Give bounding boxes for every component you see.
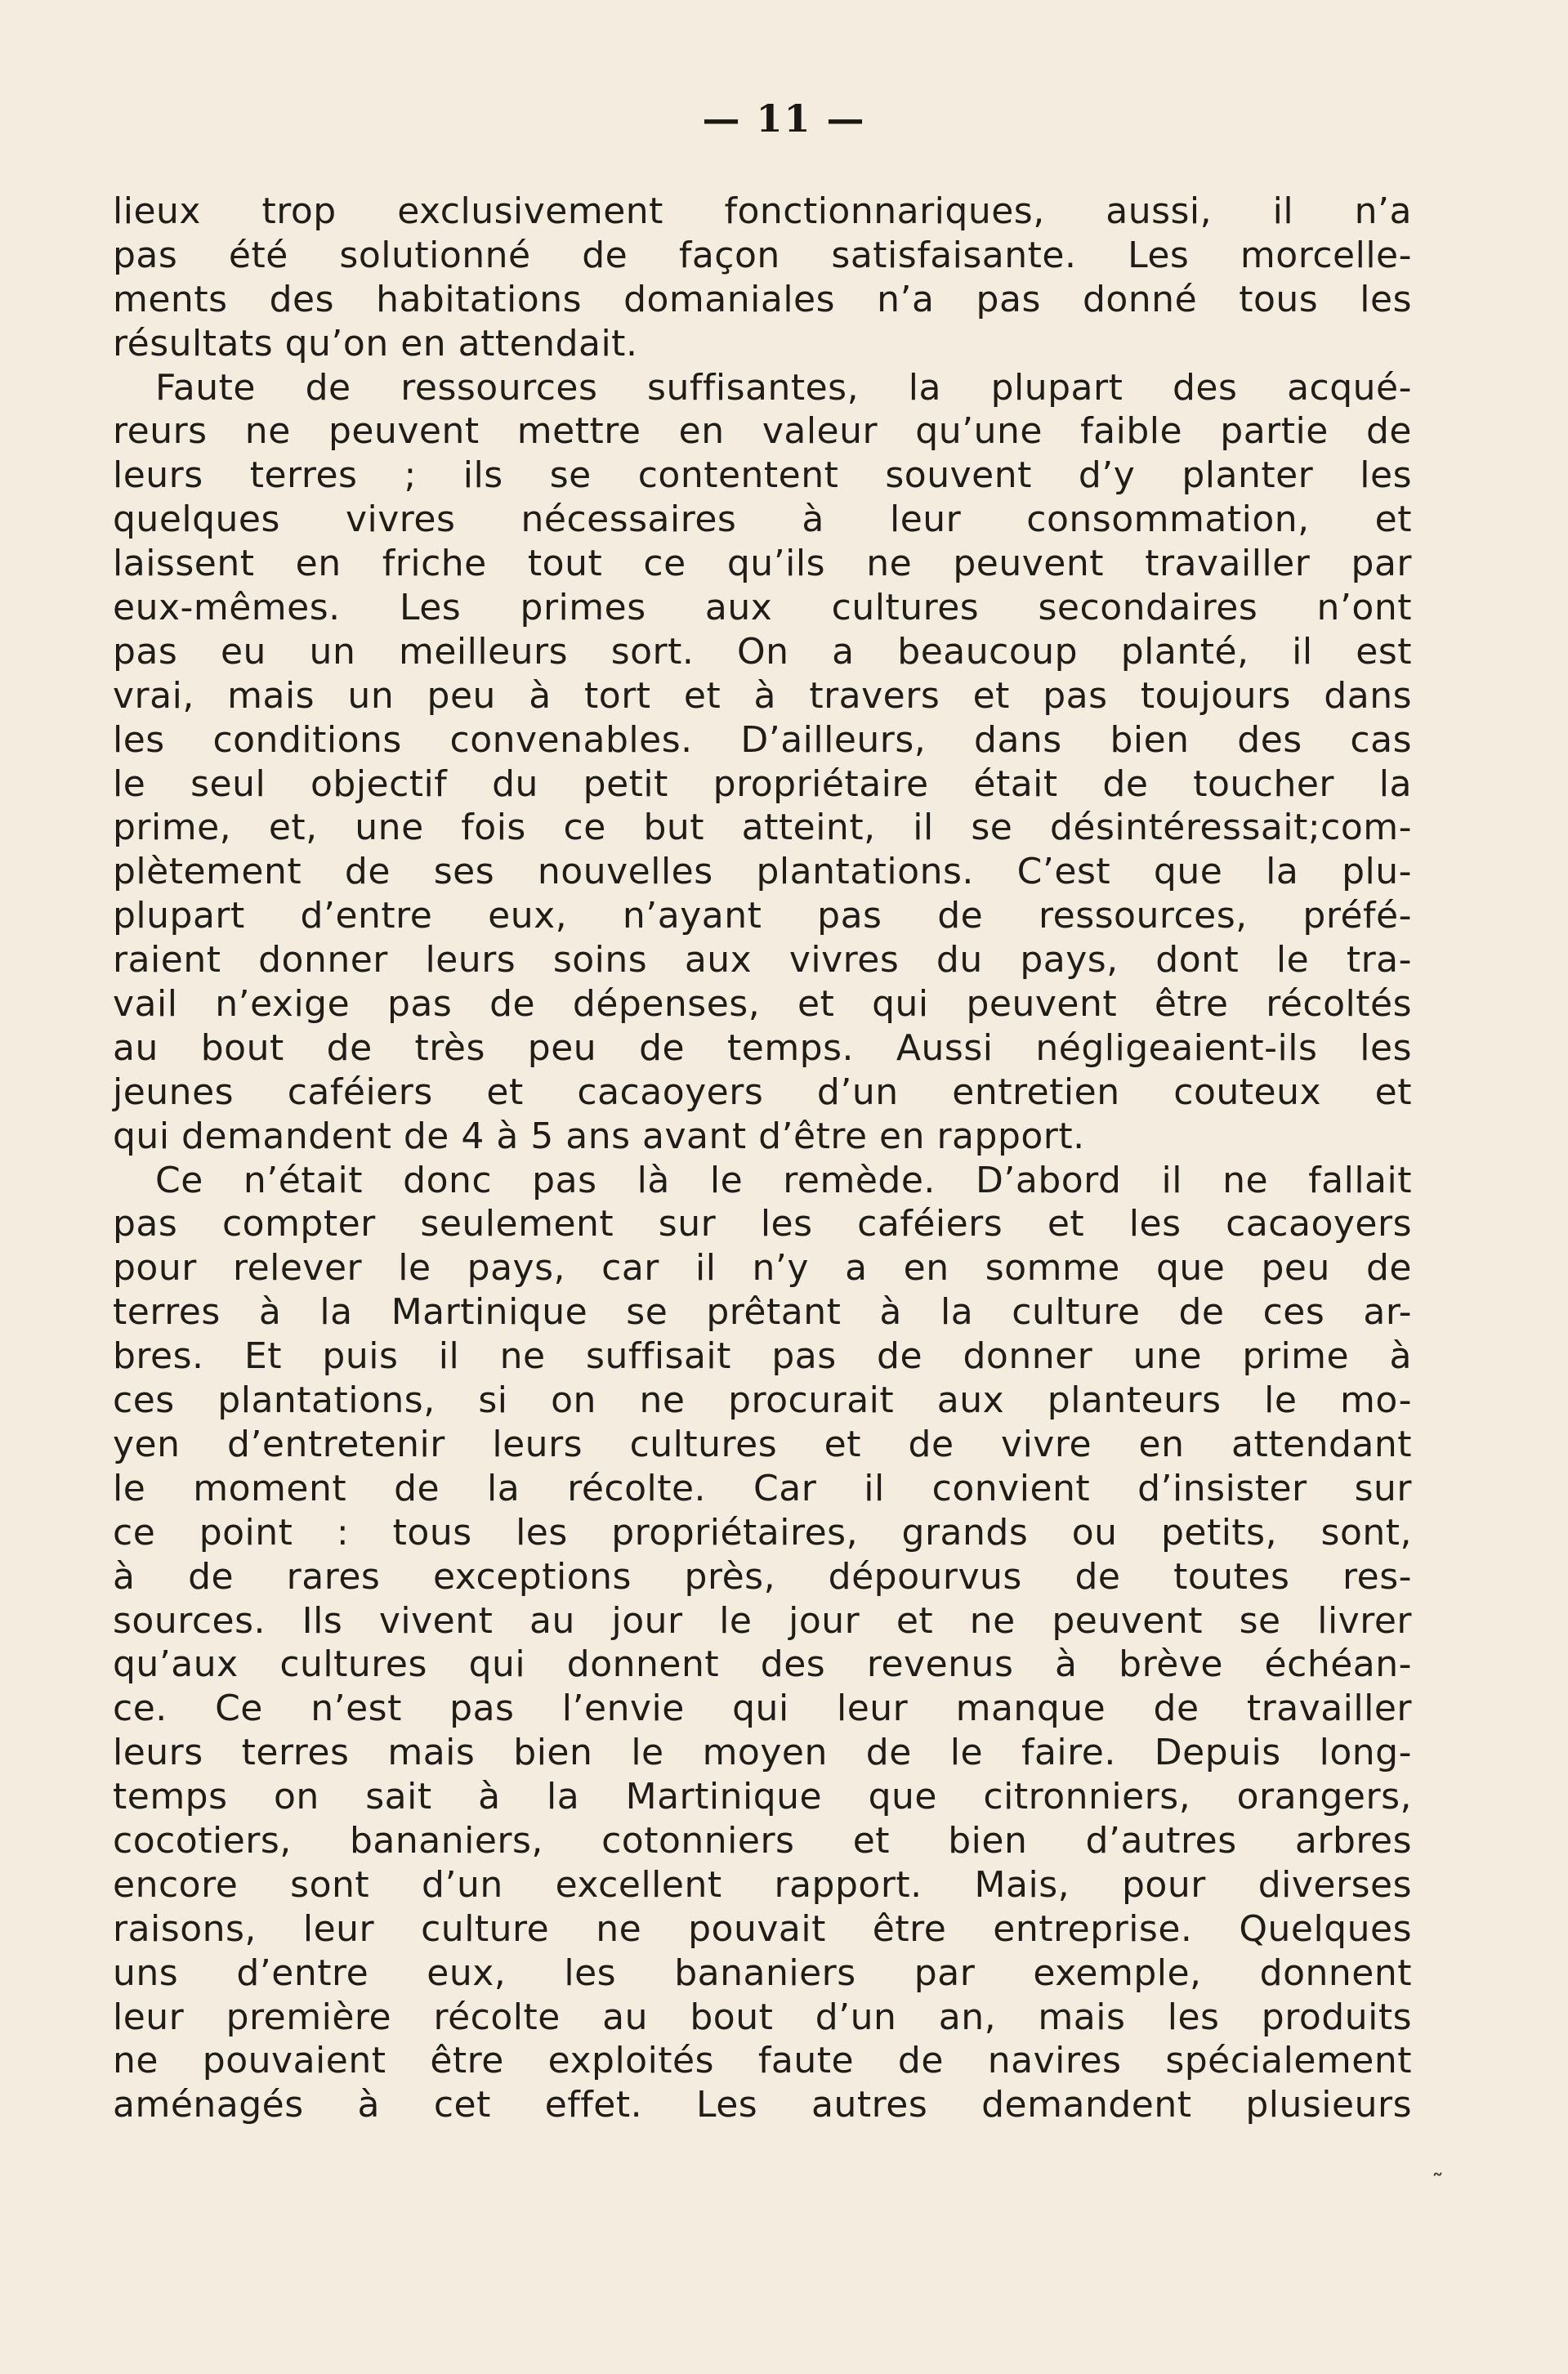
text-line: ces plantations, si on ne procurait aux planteurs le mo- xyxy=(113,1379,1412,1422)
text-line: leurs terres mais bien le moyen de le faire. Depuis long- xyxy=(113,1732,1412,1774)
text-line: plupart d’entre eux, n’ayant pas de ressources, préfé- xyxy=(113,895,1412,937)
text-line: leurs terres ; ils se contentent souvent d’y planter les xyxy=(113,454,1412,497)
text-line: qu’aux cultures qui donnent des revenus à brève échéan- xyxy=(113,1643,1412,1686)
paragraph-start-line: Ce n’était donc pas là le remède. D’abord il ne fallait xyxy=(155,1159,1412,1201)
text-line: au bout de très peu de temps. Aussi négligeaient-ils les xyxy=(113,1026,1412,1069)
text-line: résultats qu’on en attendait. xyxy=(113,322,638,364)
text-line: pas eu un meilleurs sort. On a beaucoup planté, il est xyxy=(113,630,1412,673)
text-line: jeunes caféiers et cacaoyers d’un entretien couteux et xyxy=(113,1071,1412,1113)
text-line: yen d’entretenir leurs cultures et de vivre en attendant xyxy=(113,1423,1412,1465)
text-line: raisons, leur culture ne pouvait être entreprise. Quelques xyxy=(113,1907,1412,1950)
text-line: temps on sait à la Martinique que citronniers, orangers, xyxy=(113,1776,1412,1818)
text-line: pas été solutionné de façon satisfaisante. Les morcelle- xyxy=(113,234,1412,276)
paragraph-start-line: Faute de ressources suffisantes, la plupart des acqué- xyxy=(155,366,1412,409)
text-line: laissent en friche tout ce qu’ils ne peuvent travailler par xyxy=(113,543,1412,585)
text-line: prime, et, une fois ce but atteint, il se désintéressait;com- xyxy=(113,807,1412,849)
text-line: plètement de ses nouvelles plantations. C’est que la plu- xyxy=(113,851,1412,893)
text-line: pas compter seulement sur les caféiers et les cacaoyers xyxy=(113,1203,1412,1245)
text-line: encore sont d’un excellent rapport. Mais, pour diverses xyxy=(113,1863,1412,1906)
text-line: qui demandent de 4 à 5 ans avant d’être en rapport. xyxy=(113,1115,1085,1157)
page-number: — 11 — xyxy=(702,96,866,141)
text-line: reurs ne peuvent mettre en valeur qu’une faible partie de xyxy=(113,410,1412,453)
text-line: vail n’exige pas de dépenses, et qui peuvent être récoltés xyxy=(113,983,1412,1026)
text-line: ne pouvaient être exploités faute de navires spécialement xyxy=(113,2040,1412,2082)
text-line: le seul objectif du petit propriétaire était de toucher la xyxy=(113,762,1412,805)
text-line: raient donner leurs soins aux vivres du pays, dont le tra- xyxy=(113,939,1412,981)
text-line: ce point : tous les propriétaires, grands ou petits, sont, xyxy=(113,1511,1412,1554)
text-line: leur première récolte au bout d’un an, mais les produits xyxy=(113,1996,1412,2038)
text-line: eux-mêmes. Les primes aux cultures secondaires n’ont xyxy=(113,587,1412,629)
text-line: sources. Ils vivent au jour le jour et ne peuvent se livrer xyxy=(113,1599,1412,1642)
text-line: lieux trop exclusivement fonctionnariques, aussi, il n’a xyxy=(113,190,1412,232)
text-line: à de rares exceptions près, dépourvus de toutes res- xyxy=(113,1555,1412,1598)
text-line: le moment de la récolte. Car il convient d’insister sur xyxy=(113,1467,1412,1509)
text-line: pour relever le pays, car il n’y a en somme que peu de xyxy=(113,1247,1412,1290)
text-line: terres à la Martinique se prêtant à la culture de ces ar- xyxy=(113,1291,1412,1334)
text-line: uns d’entre eux, les bananiers par exemple, donnent xyxy=(113,1952,1412,1994)
body-text xyxy=(113,190,1412,2127)
text-line: ce. Ce n’est pas l’envie qui leur manque de travailler xyxy=(113,1688,1412,1730)
text-line: vrai, mais un peu à tort et à travers et pas toujours dans xyxy=(113,674,1412,717)
margin-mark: ˜ xyxy=(1432,2170,1444,2198)
text-line: les conditions convenables. D’ailleurs, dans bien des cas xyxy=(113,718,1412,761)
text-line: quelques vivres nécessaires à leur consommation, et xyxy=(113,498,1412,541)
text-line: bres. Et puis il ne suffisait pas de donner une prime à xyxy=(113,1335,1412,1378)
text-line: ments des habitations domaniales n’a pas donné tous les xyxy=(113,278,1412,320)
text-line: aménagés à cet effet. Les autres demandent plusieurs xyxy=(113,2084,1412,2126)
text-line: cocotiers, bananiers, cotonniers et bien d’autres arbres xyxy=(113,1819,1412,1862)
